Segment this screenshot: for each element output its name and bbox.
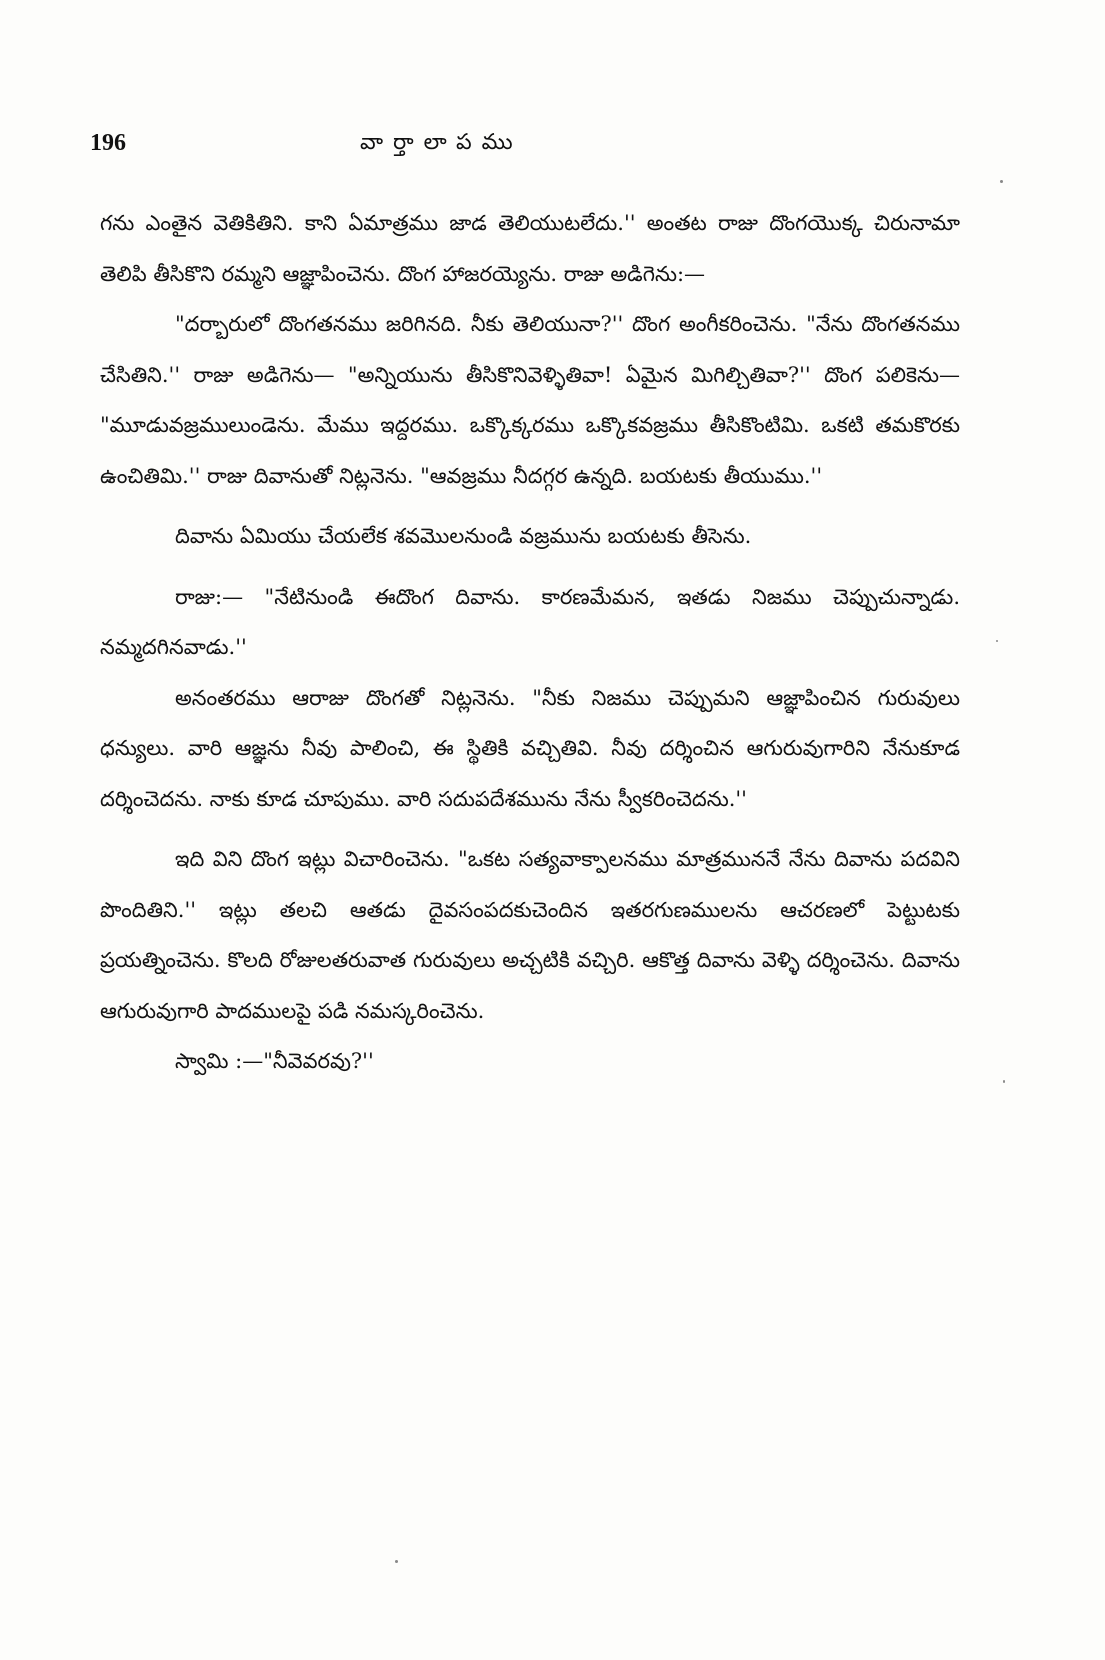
body-text (100, 198, 960, 1087)
paragraph: ఇది విని దొంగ ఇట్లు విచారించెను. "ఒకట సత్యవాక్పాలనము మాత్రముననే నేను దివాను పదవిని పొందితిని.'' ఇట్లు తలచి ఆతడు దైవసంపదకుచెందిన ఇతరగుణములను ఆచరణలో పెట్టుటకు ప్రయత్నించెను. కొలది రోజులతరువాత గురువులు అచ్చటికి వచ్చిరి. ఆకొత్త దివాను వెళ్ళి దర్శించెను. దివాను ఆగురువుగారి పాదములపై పడి నమస్కరించెను. (100, 847, 960, 1023)
scan-speck (996, 640, 998, 642)
paragraph: గను ఎంతైన వెతికితిని. కాని ఏమాత్రము జాడ తెలియుటలేదు.'' అంతట రాజు దొంగయొక్క చిరునామా తెలిపి తీసికొని రమ్మని ఆజ్ఞాపించెను. దొంగ హాజరయ్యెను. రాజు అడిగెను:— (100, 211, 960, 286)
scan-speck (395, 1560, 398, 1563)
paragraph: అనంతరము ఆరాజు దొంగతో నిట్లనెను. "నీకు నిజము చెప్పుమని ఆజ్ఞాపించిన గురువులు ధన్యులు. వారి ఆజ్ఞను నీవు పాలించి, ఈ స్థితికి వచ్చితివి. నీవు దర్శించిన ఆగురువుగారిని నేనుకూడ దర్శించెదను. నాకు కూడ చూపుము. వారి సదుపదేశమును నేను స్వీకరించెదను.'' (100, 685, 960, 811)
scan-speck (1000, 180, 1003, 183)
paragraph: స్వామి :—"నీవెవరవు?'' (175, 1049, 374, 1073)
page-number: 196 (90, 130, 126, 156)
paragraph: దివాను ఏమియు చేయలేక శవమొలనుండి వజ్రమును బయటకు తీసెను. (175, 524, 752, 548)
page-header (90, 130, 960, 170)
paragraph: రాజు:— "నేటినుండి ఈదొంగ దివాను. కారణమేమన, ఇతడు నిజము చెప్పుచున్నాడు. నమ్మదగినవాడు.'' (100, 584, 960, 659)
paragraph: "దర్బారులో దొంగతనము జరిగినది. నీకు తెలియునా?'' దొంగ అంగీకరించెను. "నేను దొంగతనము చేసితిని.'' రాజు అడిగెను— "అన్నియును తీసికొనివెళ్ళితివా! ఏమైన మిగిల్చితివా?'' దొంగ పలికెను— "మూడువజ్రములుండెను. మేము ఇద్దరము. ఒక్కొక్కరము ఒక్కొకవజ్రము తీసికొంటిమి. ఒకటి తమకొరకు ఉంచితిమి.'' రాజు దివానుతో నిట్లనెను. "ఆవజ్రము నీదగ్గర ఉన్నది. బయటకు తీయుము.'' (100, 312, 960, 488)
running-title: వార్తాలాపము (360, 130, 523, 155)
scan-speck (1003, 1080, 1005, 1083)
